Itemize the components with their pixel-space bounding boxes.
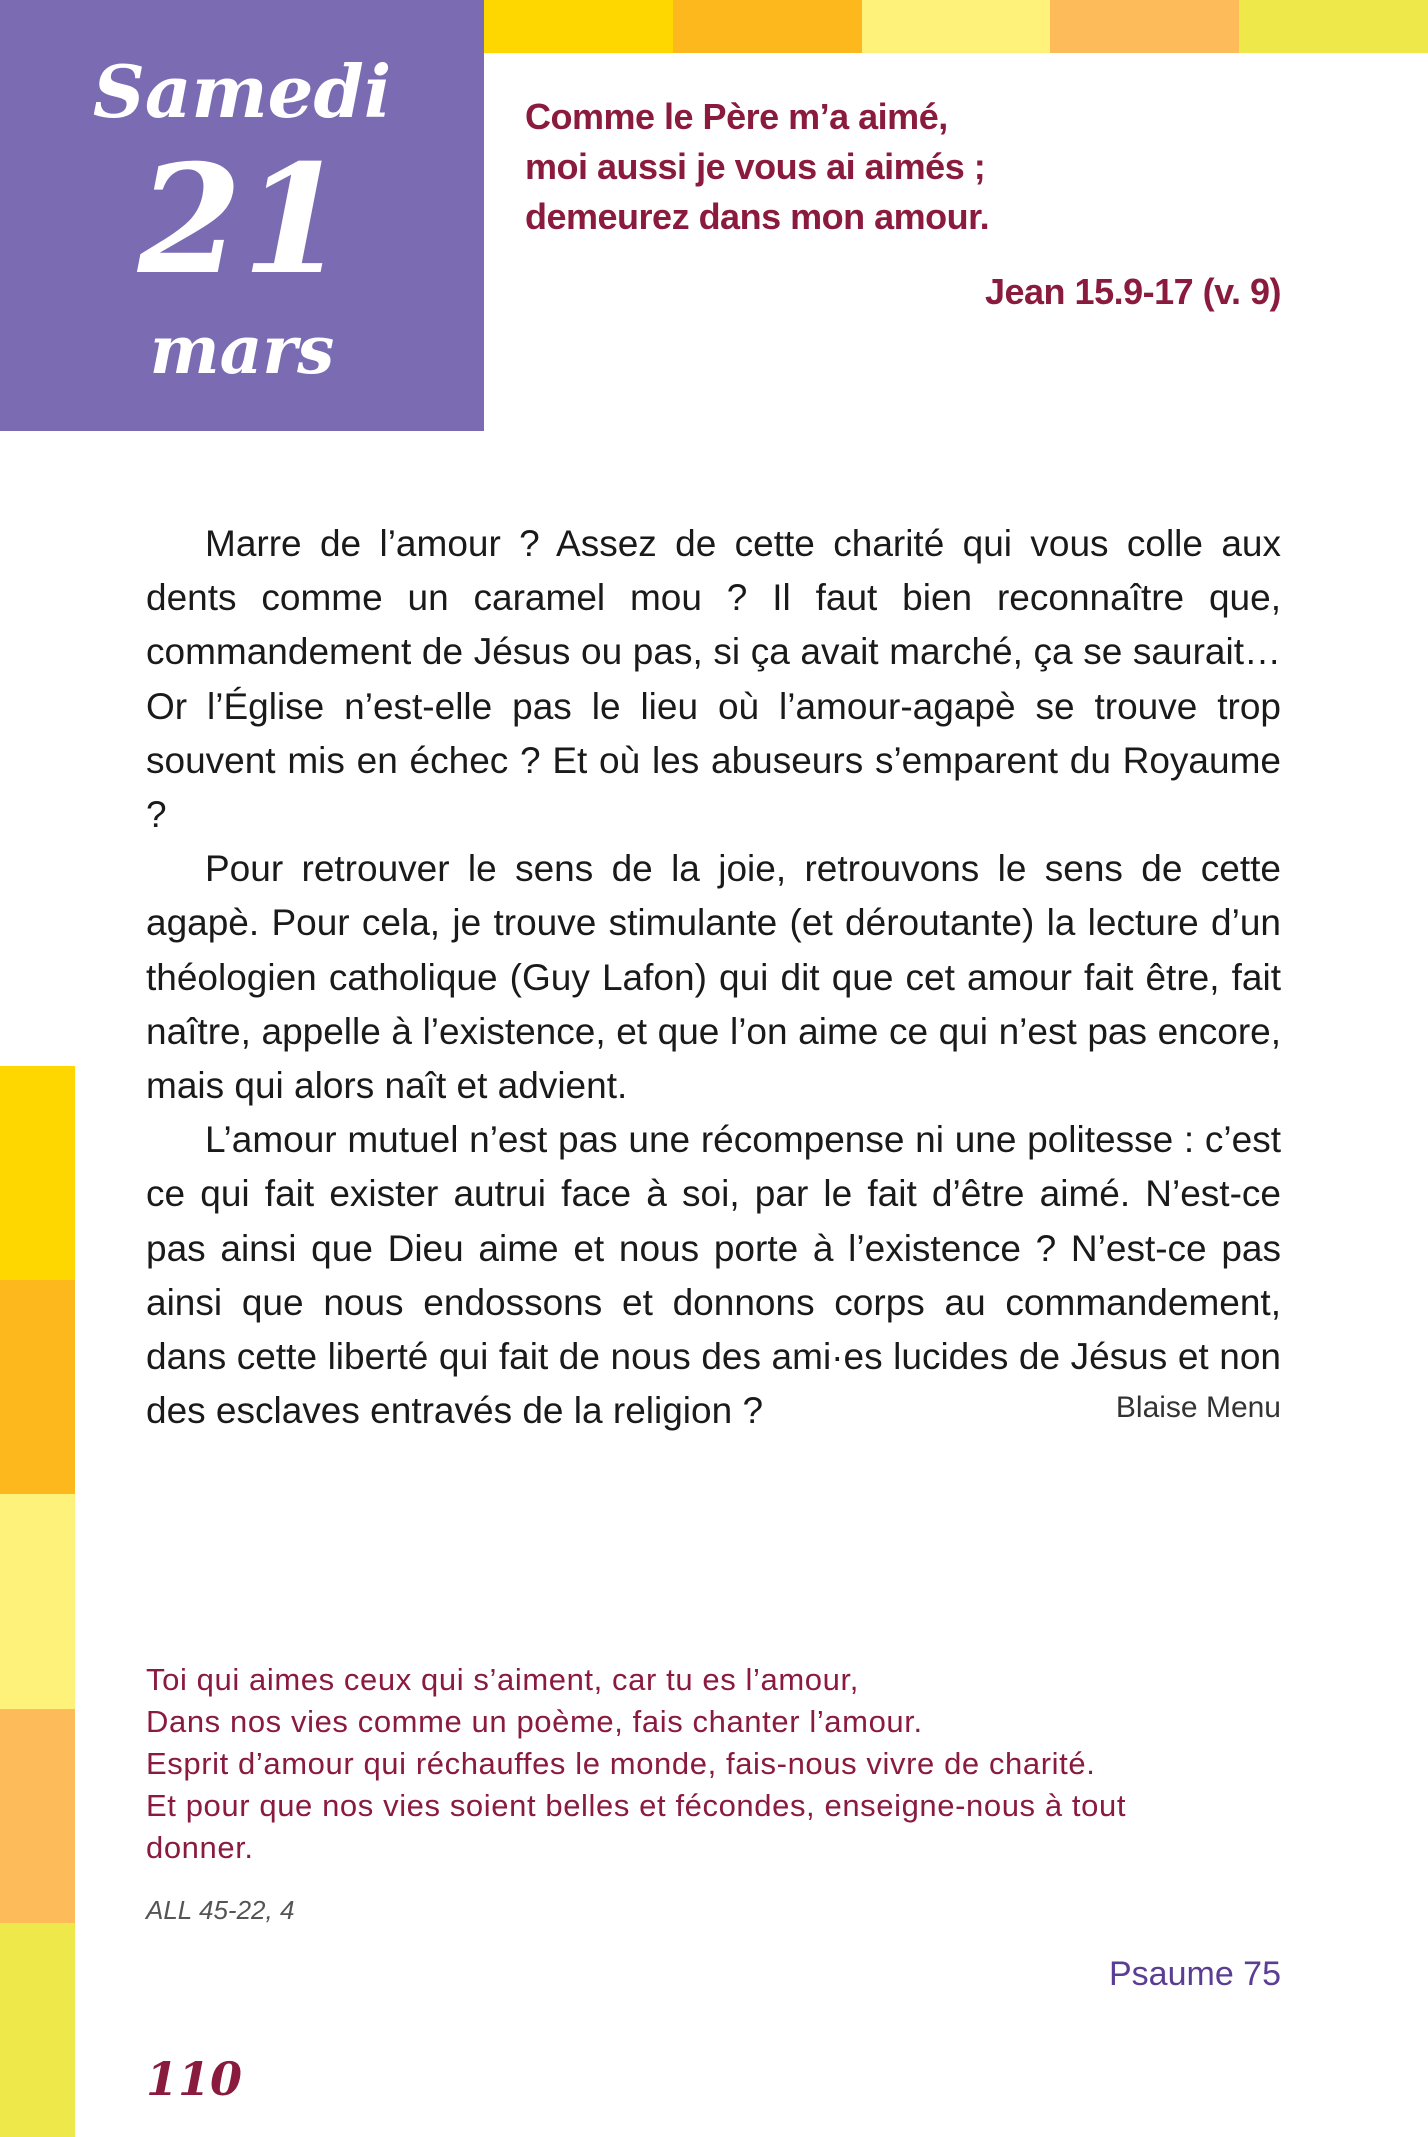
meditation-paragraph: Pour retrouver le sens de la joie, retrouvons le sens de cette agapè. Pour cela, je trouve stimulante (et déroutante) la lecture d’un théologien catholique (Guy Lafon) qui dit que cet amour fait être, fait naître, appelle à l’existence, et que l’on aime ce qui n’est pas encore, mais qui alors naît et advient.	[146, 848, 1281, 1107]
date-number: 21	[137, 132, 347, 308]
bible-verse	[525, 92, 1285, 242]
side-stripe-5	[0, 1923, 75, 2137]
stripe-1	[484, 0, 673, 53]
prayer-line: Et pour que nos vies soient belles et fécondes, enseigne-nous à tout donner.	[146, 1788, 1127, 1865]
meditation-paragraph: Marre de l’amour ? Assez de cette charité qui vous colle aux dents comme un caramel mou ? Il faut bien reconnaître que, commandement de Jésus ou pas, si ça avait marché, ça se saurait… Or l’Église n’est-elle pas le lieu où l’amour-agapè se trouve trop souvent mis en échec ? Et où les abuseurs s’emparent du Royaume ?	[146, 523, 1281, 836]
top-color-stripes	[484, 0, 1428, 53]
stripe-2	[673, 0, 862, 53]
stripe-5	[1239, 0, 1428, 53]
verse-line: moi aussi je vous ai aimés ;	[525, 146, 986, 187]
page-number: 110	[146, 2052, 243, 2106]
prayer-text	[146, 1659, 1186, 1869]
verse-line: demeurez dans mon amour.	[525, 196, 990, 237]
author-name: Blaise Menu	[1115, 1391, 1281, 1424]
verse-line: Comme le Père m’a aimé,	[525, 96, 948, 137]
hymn-reference: ALL 45-22, 4	[146, 1895, 295, 1925]
side-color-stripes	[0, 1066, 75, 2137]
date-box	[0, 0, 484, 431]
date-day: Samedi	[92, 49, 392, 134]
side-stripe-3	[0, 1494, 75, 1708]
meditation-text	[146, 517, 1281, 1438]
stripe-4	[1050, 0, 1239, 53]
psalm-reference: Psaume 75	[1109, 1955, 1281, 1993]
verse-reference: Jean 15.9-17 (v. 9)	[984, 271, 1281, 312]
prayer-line: Esprit d’amour qui réchauffes le monde, fais-nous vivre de charité.	[146, 1746, 1096, 1781]
meditation-paragraph: L’amour mutuel n’est pas une récompense ni une politesse : c’est ce qui fait exister autrui face à soi, par le fait d’être aimé. N’est-ce pas ainsi que Dieu aime et nous porte à l’existence ? N’est-ce pas ainsi que nous endossons et donnons corps au commandement, dans cette liberté qui fait de nous des ami·es lucides de Jésus et non des esclaves entravés de la religion ?	[146, 1119, 1281, 1432]
side-stripe-4	[0, 1709, 75, 1923]
prayer-line: Dans nos vies comme un poème, fais chanter l’amour.	[146, 1704, 923, 1739]
prayer-line: Toi qui aimes ceux qui s’aiment, car tu es l’amour,	[146, 1662, 859, 1697]
side-stripe-1	[0, 1066, 75, 1280]
stripe-3	[862, 0, 1051, 53]
date-month: mars	[149, 311, 335, 389]
side-stripe-2	[0, 1280, 75, 1494]
